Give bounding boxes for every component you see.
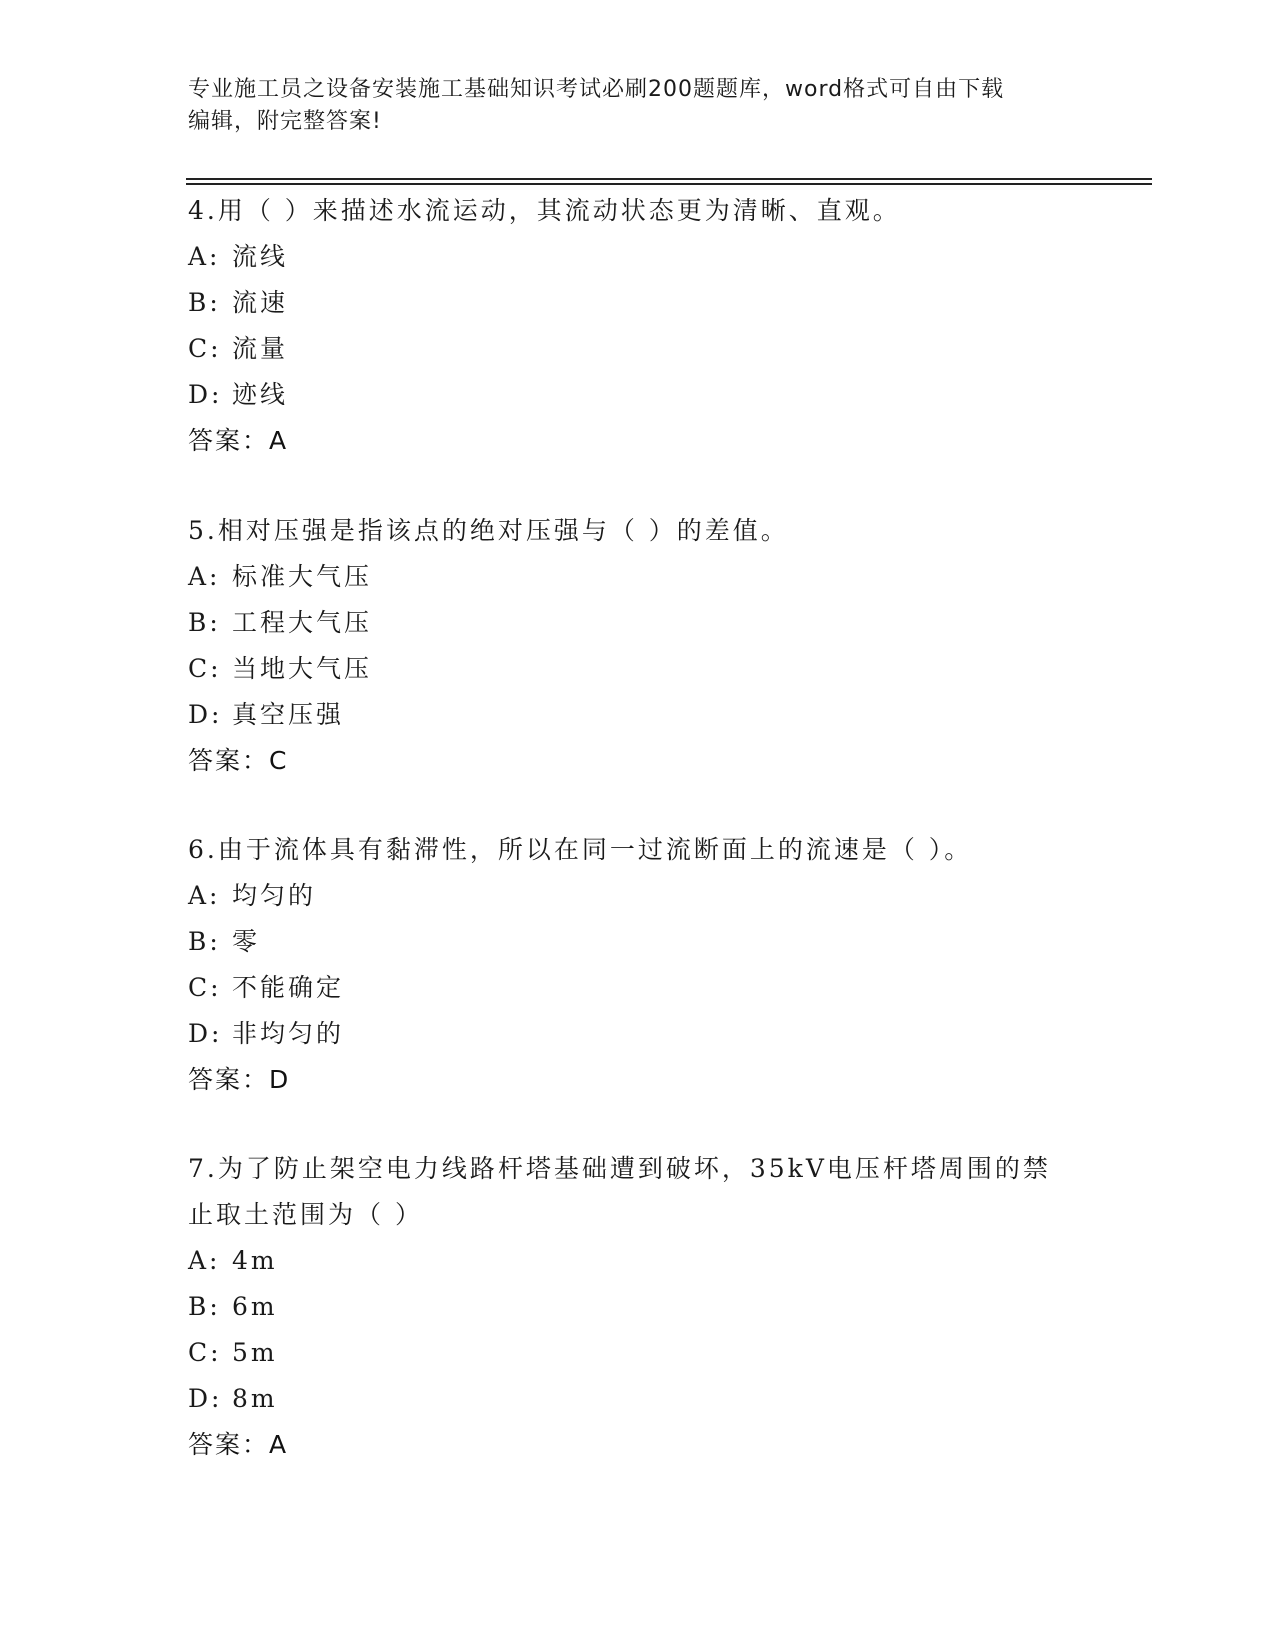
option-b [188, 280, 1088, 326]
question-stem: 6.由于流体具有黏滞性，所以在同一过流断面上的流速是（ ）。 [188, 835, 973, 864]
option-d [188, 1376, 1088, 1422]
option-key: A: [188, 881, 221, 910]
option-key: A: [188, 242, 221, 271]
option-key: D: [188, 1384, 223, 1413]
option-b [188, 600, 1088, 646]
question-7 [188, 1146, 1088, 1468]
option-key: B: [188, 927, 221, 956]
option-text: 非均匀的 [232, 1019, 345, 1048]
option-d [188, 692, 1088, 738]
option-d [188, 372, 1088, 418]
question-6 [188, 827, 1088, 1103]
option-key: B: [188, 608, 221, 637]
option-b [188, 919, 1088, 965]
option-c [188, 965, 1088, 1011]
option-key: C: [188, 334, 222, 363]
option-text: 8m [232, 1384, 278, 1413]
option-text: 迹线 [232, 380, 289, 409]
option-key: B: [188, 288, 221, 317]
option-a [188, 554, 1088, 600]
option-text: 工程大气压 [232, 608, 373, 637]
option-b [188, 1284, 1088, 1330]
option-text: 零 [232, 927, 261, 956]
question-stem: 5.相对压强是指该点的绝对压强与（ ）的差值。 [188, 516, 789, 545]
question-stem-line-2: 止取土范围为（ ） [188, 1200, 423, 1229]
option-text: 5m [232, 1338, 278, 1367]
option-key: D: [188, 380, 223, 409]
answer-line: 答案：A [188, 1430, 289, 1459]
option-key: D: [188, 1019, 223, 1048]
answer-line: 答案：A [188, 426, 289, 455]
document-header [188, 74, 1068, 138]
header-line-1: 专业施工员之设备安装施工基础知识考试必刷200题题库，word格式可自由下载 [188, 77, 1005, 102]
option-c [188, 646, 1088, 692]
answer-line: 答案：D [188, 1065, 291, 1094]
option-text: 4m [232, 1246, 278, 1275]
option-text: 不能确定 [232, 973, 345, 1002]
header-divider-top [186, 178, 1152, 180]
option-c [188, 326, 1088, 372]
header-divider-bottom [186, 183, 1152, 185]
option-key: C: [188, 973, 222, 1002]
option-text: 流速 [232, 288, 289, 317]
header-line-2: 编辑，附完整答案! [188, 109, 382, 134]
answer-line: 答案：C [188, 746, 289, 775]
option-key: A: [188, 562, 221, 591]
option-key: B: [188, 1292, 221, 1321]
question-4 [188, 188, 1088, 464]
option-key: C: [188, 654, 222, 683]
option-text: 6m [232, 1292, 278, 1321]
option-key: A: [188, 1246, 221, 1275]
option-text: 流量 [232, 334, 289, 363]
option-key: C: [188, 1338, 222, 1367]
option-text: 标准大气压 [232, 562, 373, 591]
option-text: 真空压强 [232, 700, 345, 729]
option-a [188, 1238, 1088, 1284]
option-key: D: [188, 700, 223, 729]
question-stem-line-1: 7.为了防止架空电力线路杆塔基础遭到破坏，35kV电压杆塔周围的禁 [188, 1154, 1051, 1183]
option-d [188, 1011, 1088, 1057]
option-text: 当地大气压 [232, 654, 373, 683]
option-a [188, 873, 1088, 919]
option-text: 均匀的 [232, 881, 317, 910]
option-c [188, 1330, 1088, 1376]
question-stem: 4.用（ ）来描述水流运动，其流动状态更为清晰、直观。 [188, 196, 901, 225]
option-a [188, 234, 1088, 280]
question-5 [188, 508, 1088, 784]
option-text: 流线 [232, 242, 289, 271]
